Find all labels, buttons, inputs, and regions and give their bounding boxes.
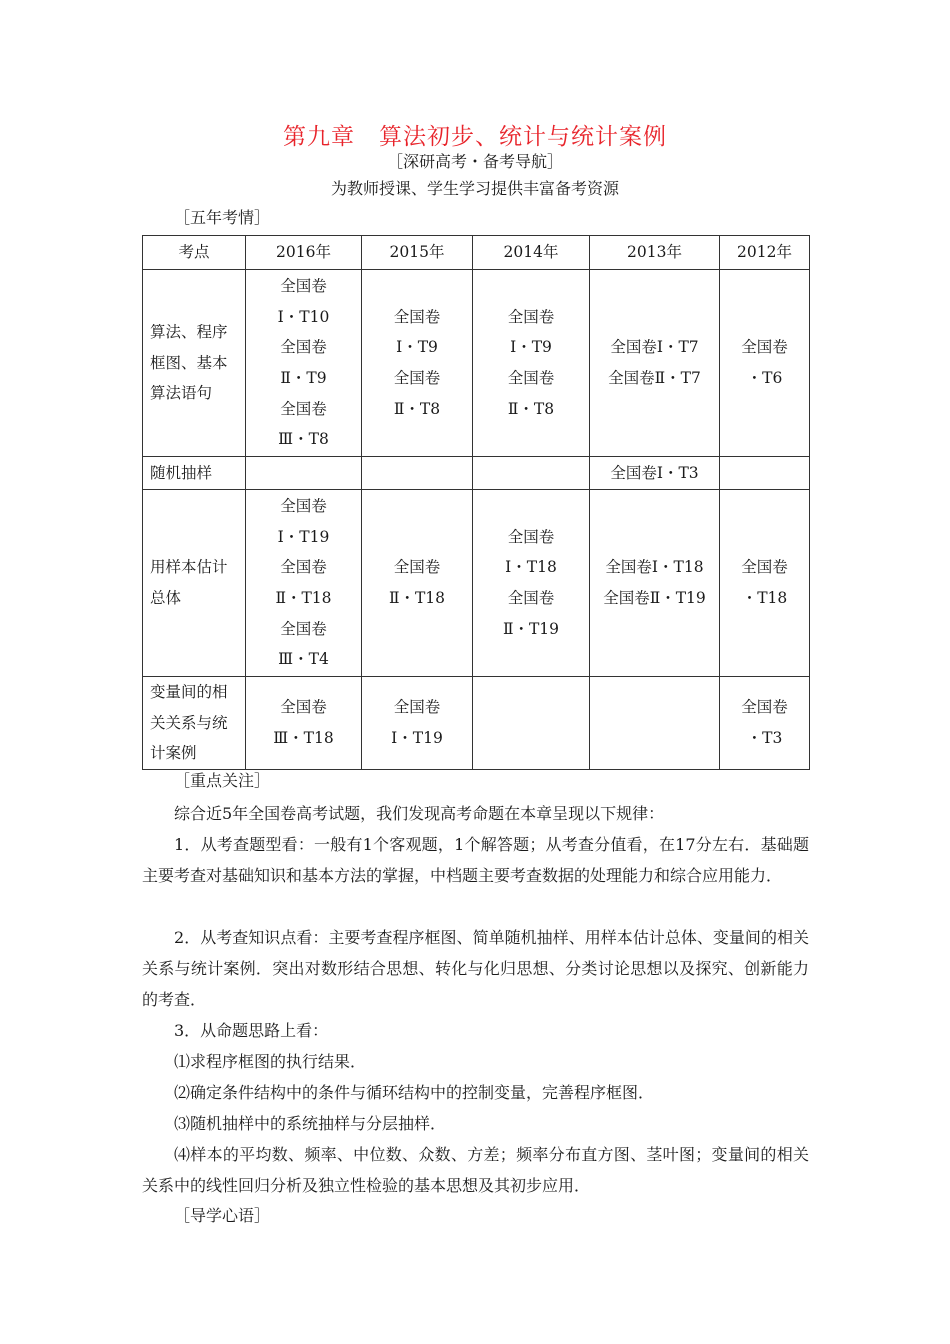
exam-cell-line: Ⅱ・T8 xyxy=(507,399,555,418)
exam-cell-line: Ⅲ・T18 xyxy=(273,729,334,748)
topic-cell xyxy=(143,270,246,457)
exam-cell-line: 全国卷 xyxy=(280,496,327,515)
exam-cell-line: Ⅱ・T9 xyxy=(280,369,327,387)
exam-cell-line: 全国卷 xyxy=(280,276,327,295)
exam-cell-line: 全国卷Ⅰ・T7 xyxy=(610,338,699,357)
exam-cell xyxy=(473,490,590,677)
sub-item-2: ⑵确定条件结构中的条件与循环结构中的控制变量，完善程序框图． xyxy=(174,1083,655,1102)
topic-line: 总体 xyxy=(150,589,182,607)
exam-cell xyxy=(590,457,720,490)
topic-line: 用样本估计 xyxy=(150,558,228,577)
header-cell: 2016年 xyxy=(246,236,362,270)
table-row xyxy=(143,457,810,490)
exam-table xyxy=(142,235,810,770)
sub-item-1: ⑴求程序框图的执行结果． xyxy=(174,1052,367,1071)
exam-cell xyxy=(246,457,362,490)
exam-cell-line: 全国卷 xyxy=(280,399,327,418)
chapter-title: 第九章 算法初步、统计与统计案例 xyxy=(283,124,667,150)
exam-cell xyxy=(590,677,720,770)
exam-cell-line: 全国卷 xyxy=(741,558,788,577)
exam-cell-line: 全国卷Ⅰ・T18 xyxy=(605,558,704,577)
exam-cell-line: 全国卷Ⅱ・T7 xyxy=(608,369,701,387)
topic-line: 计案例 xyxy=(150,744,197,763)
topic-line: 关关系与统 xyxy=(150,713,228,732)
exam-cell-line: ・T3 xyxy=(746,729,783,748)
exam-cell xyxy=(362,270,473,457)
exam-cell-line: 全国卷 xyxy=(507,589,555,607)
header-cell: 2013年 xyxy=(590,236,720,270)
exam-cell xyxy=(590,270,720,457)
topic-line: 算法语句 xyxy=(150,384,213,403)
exam-cell-line: Ⅱ・T8 xyxy=(393,399,441,418)
header-cell: 2015年 xyxy=(362,236,473,270)
section-guide: ［导学心语］ xyxy=(174,1206,271,1225)
exam-cell-line: 全国卷 xyxy=(393,369,441,387)
exam-cell-line: ・T6 xyxy=(746,369,783,387)
header-cell: 2014年 xyxy=(473,236,590,270)
topic-cell xyxy=(143,677,246,770)
exam-cell-line: Ⅰ・T19 xyxy=(277,527,330,546)
exam-cell-line: 全国卷 xyxy=(280,338,327,357)
exam-cell-line: ・T18 xyxy=(741,589,788,607)
exam-cell-line: 全国卷 xyxy=(741,338,788,357)
header-cell: 2012年 xyxy=(720,236,810,270)
section-focus: ［重点关注］ xyxy=(174,771,271,790)
exam-cell-line: 全国卷 xyxy=(280,698,327,717)
exam-cell-line: Ⅰ・T18 xyxy=(505,558,557,577)
exam-cell-line: Ⅱ・T18 xyxy=(388,589,446,607)
exam-cell xyxy=(362,677,473,770)
section-five-year: ［五年考情］ xyxy=(174,208,271,227)
paragraph-2: 2．从考查知识点看：主要考查程序框图、简单随机抽样、用样本估计总体、变量间的相关关系与统计案例．突出对数形结合思想、转化与化归思想、分类讨论思想以及探究、创新能力的考查． xyxy=(142,928,809,1009)
table-header-row xyxy=(143,236,810,270)
exam-cell-line: 全国卷 xyxy=(280,558,327,577)
exam-cell-line: Ⅱ・T19 xyxy=(502,619,560,638)
exam-cell-line: 全国卷 xyxy=(280,619,327,638)
exam-cell xyxy=(473,457,590,490)
exam-cell xyxy=(590,490,720,677)
table-row xyxy=(143,677,810,770)
topic-line: 随机抽样 xyxy=(150,463,213,482)
intro-paragraph: 综合近5年全国卷高考试题，我们发现高考命题在本章呈现以下规律： xyxy=(174,804,665,823)
exam-cell-line: 全国卷 xyxy=(393,307,441,326)
exam-cell-line: Ⅰ・T9 xyxy=(396,338,438,357)
table-row xyxy=(143,270,810,457)
exam-cell xyxy=(473,677,590,770)
header-cell: 考点 xyxy=(143,236,246,270)
exam-cell xyxy=(720,490,810,677)
exam-cell xyxy=(246,677,362,770)
exam-cell-line: 全国卷 xyxy=(507,527,555,546)
sub-item-4: ⑷样本的平均数、频率、中位数、众数、方差；频率分布直方图、茎叶图；变量间的相关关系中的线性回归分析及独立性检验的基本思想及其初步应用． xyxy=(142,1145,809,1195)
topic-cell xyxy=(143,490,246,677)
exam-cell-line: Ⅰ・T19 xyxy=(391,729,443,748)
exam-cell-line: Ⅲ・T8 xyxy=(278,430,329,449)
chapter-tagline: 为教师授课、学生学习提供丰富备考资源 xyxy=(330,179,619,198)
exam-cell xyxy=(246,270,362,457)
exam-cell-line: 全国卷 xyxy=(507,369,555,387)
exam-cell-line: Ⅰ・T9 xyxy=(510,338,552,357)
exam-cell xyxy=(246,490,362,677)
exam-cell xyxy=(720,677,810,770)
exam-cell-line: 全国卷 xyxy=(507,307,555,326)
exam-cell xyxy=(362,457,473,490)
exam-cell xyxy=(473,270,590,457)
paragraph-3: 3．从命题思路上看： xyxy=(174,1021,329,1040)
exam-cell-line: Ⅱ・T18 xyxy=(275,589,332,607)
exam-cell-line: Ⅲ・T4 xyxy=(278,650,329,669)
exam-cell xyxy=(720,457,810,490)
sub-item-3: ⑶随机抽样中的系统抽样与分层抽样． xyxy=(174,1114,447,1133)
exam-cell xyxy=(362,490,473,677)
topic-line: 框图、基本 xyxy=(150,353,228,372)
exam-cell-line: 全国卷Ⅱ・T19 xyxy=(603,589,706,607)
exam-cell-line: 全国卷Ⅰ・T3 xyxy=(610,463,699,482)
exam-cell-line: 全国卷 xyxy=(741,698,788,717)
chapter-subtitle: ［深研高考・备考导航］ xyxy=(386,152,563,171)
exam-cell-line: 全国卷 xyxy=(393,558,441,577)
topic-cell xyxy=(143,457,246,490)
exam-cell-line: 全国卷 xyxy=(393,698,441,717)
topic-line: 变量间的相 xyxy=(150,683,228,701)
topic-line: 算法、程序 xyxy=(150,322,228,341)
table-row xyxy=(143,490,810,677)
exam-cell-line: Ⅰ・T10 xyxy=(277,307,330,326)
paragraph-1: 1．从考查题型看：一般有1个客观题，1个解答题；从考查分值看，在17分左右．基础题主要考查对基础知识和基本方法的掌握，中档题主要考查数据的处理能力和综合应用能力． xyxy=(142,835,809,885)
exam-cell xyxy=(720,270,810,457)
